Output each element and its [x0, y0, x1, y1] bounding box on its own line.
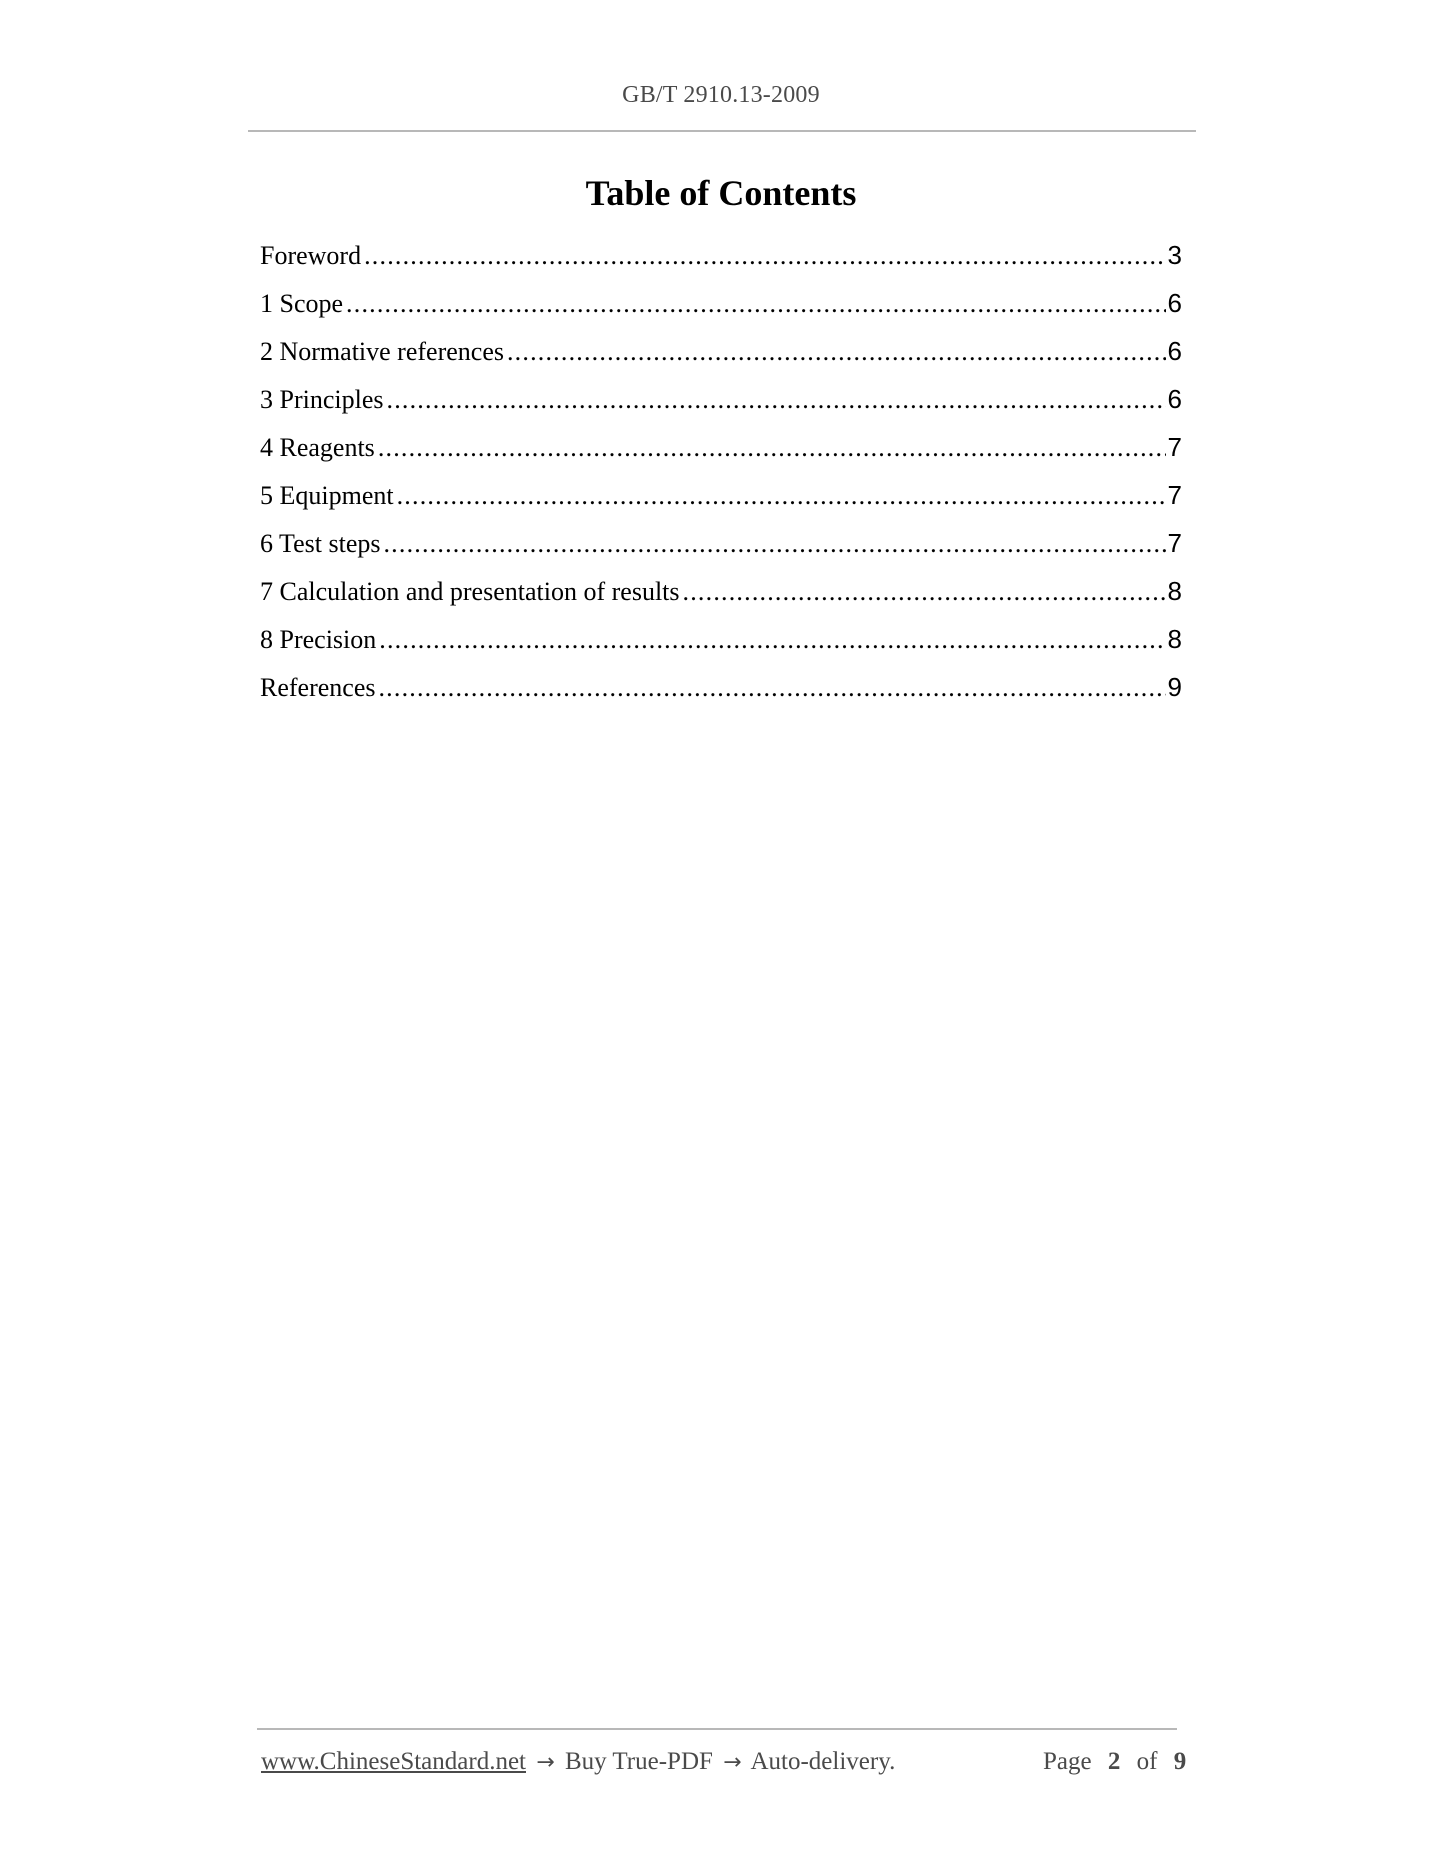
toc-entry-normative-references[interactable]	[260, 336, 1182, 384]
header-divider	[248, 130, 1196, 132]
site-link[interactable]: www.ChineseStandard.net	[261, 1748, 526, 1775]
toc-dot-leader	[383, 529, 1165, 559]
toc-dot-leader	[378, 673, 1165, 703]
toc-entry-principles[interactable]	[260, 384, 1182, 432]
toc-entry-label: 8 Precision	[260, 625, 379, 655]
toc-entry-label: References	[260, 673, 378, 703]
document-code-header: GB/T 2910.13-2009	[622, 82, 820, 108]
toc-dot-leader	[379, 625, 1165, 655]
toc-entry-test-steps[interactable]	[260, 528, 1182, 576]
toc-entry-page: 8	[1167, 624, 1182, 654]
toc-dot-leader	[507, 337, 1166, 367]
toc-entry-label: 6 Test steps	[260, 529, 383, 559]
toc-entry-equipment[interactable]	[260, 480, 1182, 528]
toc-list	[260, 240, 1182, 720]
toc-entry-page: 7	[1167, 528, 1182, 558]
toc-entry-scope[interactable]	[260, 288, 1182, 336]
toc-entry-label: 7 Calculation and presentation of results	[260, 577, 683, 607]
toc-entry-page: 7	[1167, 432, 1182, 462]
toc-dot-leader	[346, 289, 1165, 319]
toc-entry-page: 6	[1167, 336, 1182, 366]
toc-entry-foreword[interactable]	[260, 240, 1182, 288]
footer-divider	[257, 1728, 1177, 1730]
toc-entry-page: 7	[1167, 480, 1182, 510]
toc-dot-leader	[364, 241, 1165, 271]
toc-entry-precision[interactable]	[260, 624, 1182, 672]
toc-dot-leader	[397, 481, 1166, 511]
toc-entry-calculation-and-results[interactable]	[260, 576, 1182, 624]
toc-entry-label: 4 Reagents	[260, 433, 378, 463]
toc-dot-leader	[387, 385, 1166, 415]
current-page-number: 2	[1107, 1748, 1121, 1775]
toc-entry-page: 3	[1167, 240, 1182, 270]
toc-entry-label: 2 Normative references	[260, 337, 507, 367]
toc-entry-label: 5 Equipment	[260, 481, 397, 511]
toc-dot-leader	[378, 433, 1166, 463]
arrow-right-icon: →	[723, 1750, 742, 1775]
toc-entry-references[interactable]	[260, 672, 1182, 720]
toc-entry-reagents[interactable]	[260, 432, 1182, 480]
footer-step-buy: Buy True-PDF	[564, 1748, 713, 1775]
page-number	[1043, 1748, 1196, 1776]
toc-entry-label: 3 Principles	[260, 385, 387, 415]
toc-entry-page: 8	[1167, 576, 1182, 606]
toc-title: Table of Contents	[585, 173, 857, 213]
toc-entry-page: 6	[1167, 384, 1182, 414]
toc-entry-label: 1 Scope	[260, 289, 346, 319]
toc-entry-label: Foreword	[260, 241, 364, 271]
total-pages-number: 9	[1173, 1748, 1187, 1775]
footer-step-delivery: Auto-delivery.	[750, 1748, 896, 1775]
of-word: of	[1136, 1748, 1158, 1775]
page-word: Page	[1043, 1748, 1092, 1775]
arrow-right-icon: →	[536, 1750, 555, 1775]
toc-dot-leader	[683, 577, 1166, 607]
toc-entry-page: 9	[1167, 672, 1182, 702]
footer-promo	[261, 1748, 895, 1776]
toc-entry-page: 6	[1167, 288, 1182, 318]
